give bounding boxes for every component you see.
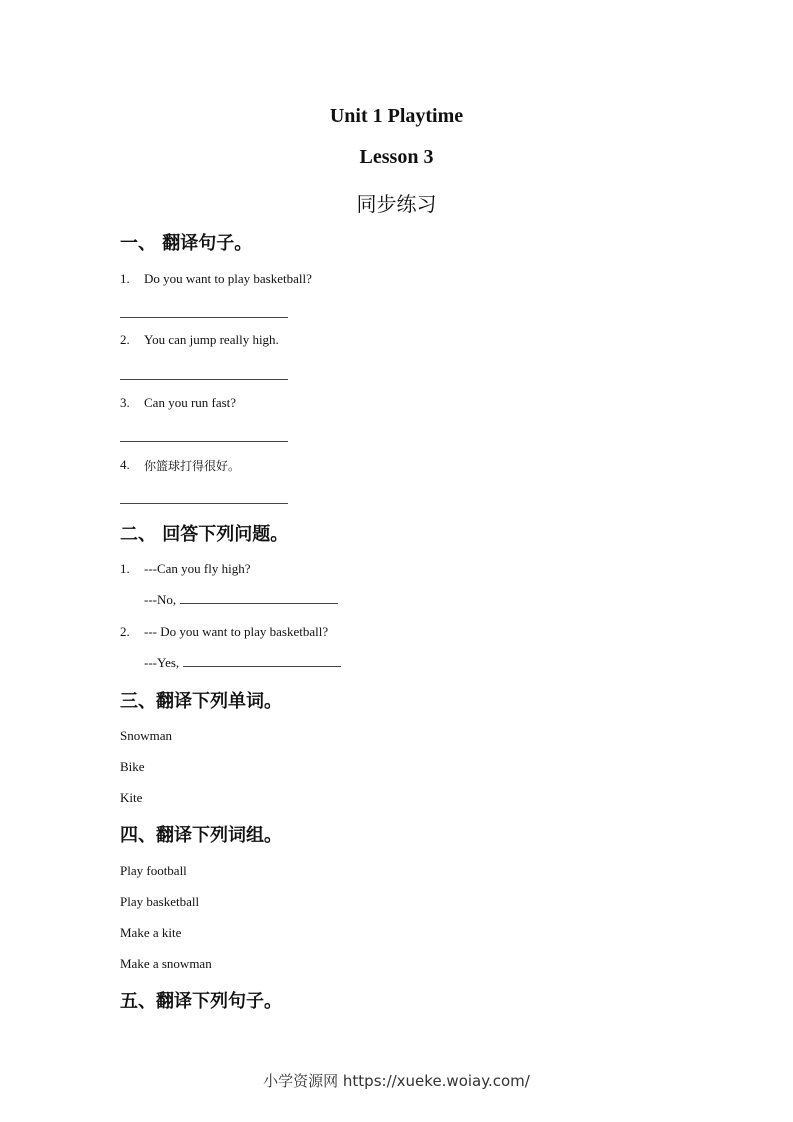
answer-blank xyxy=(180,592,338,604)
item-number: 2. xyxy=(120,332,130,347)
section-2-heading: 二、 回答下列问题。 xyxy=(120,524,289,545)
answer-line xyxy=(120,379,288,380)
answer-prefix: ---No, xyxy=(144,592,177,607)
answer-row xyxy=(144,592,338,608)
phrase-item: Play basketball xyxy=(120,894,200,909)
word-item: Bike xyxy=(120,759,145,774)
section-5-heading: 五、翻译下列句子。 xyxy=(120,991,282,1012)
item-number: 1. xyxy=(120,271,130,286)
answer-line xyxy=(120,441,288,442)
question-text: --- Do you want to play basketball? xyxy=(144,624,329,639)
word-item: Kite xyxy=(120,790,143,805)
subtitle: 同步练习 xyxy=(356,192,437,216)
section-3-heading: 三、翻译下列单词。 xyxy=(120,691,282,712)
question-text: ---Can you fly high? xyxy=(144,561,251,576)
word-item: Snowman xyxy=(120,728,172,743)
item-number: 4. xyxy=(120,457,130,472)
sentence-text: 你篮球打得很好。 xyxy=(144,459,241,473)
phrase-item: Make a snowman xyxy=(120,956,212,971)
sentence-text: Do you want to play basketball? xyxy=(144,271,312,286)
item-number: 3. xyxy=(120,395,130,410)
answer-line xyxy=(120,317,288,318)
answer-prefix: ---Yes, xyxy=(144,655,180,670)
item-number: 1. xyxy=(120,561,130,576)
document-title: Unit 1 Playtime xyxy=(329,105,464,127)
section-1-heading: 一、 翻译句子。 xyxy=(120,233,253,254)
phrase-item: Play football xyxy=(120,863,187,878)
phrase-item: Make a kite xyxy=(120,925,182,940)
answer-row xyxy=(144,655,341,671)
answer-blank xyxy=(183,655,341,667)
footer-watermark: 小学资源网 https://xueke.woiay.com/ xyxy=(263,1072,530,1090)
sentence-text: Can you run fast? xyxy=(144,395,237,410)
sentence-text: You can jump really high. xyxy=(144,332,279,347)
section-4-heading: 四、翻译下列词组。 xyxy=(120,825,282,846)
answer-line xyxy=(120,503,288,504)
item-number: 2. xyxy=(120,624,130,639)
lesson-title: Lesson 3 xyxy=(359,146,434,168)
